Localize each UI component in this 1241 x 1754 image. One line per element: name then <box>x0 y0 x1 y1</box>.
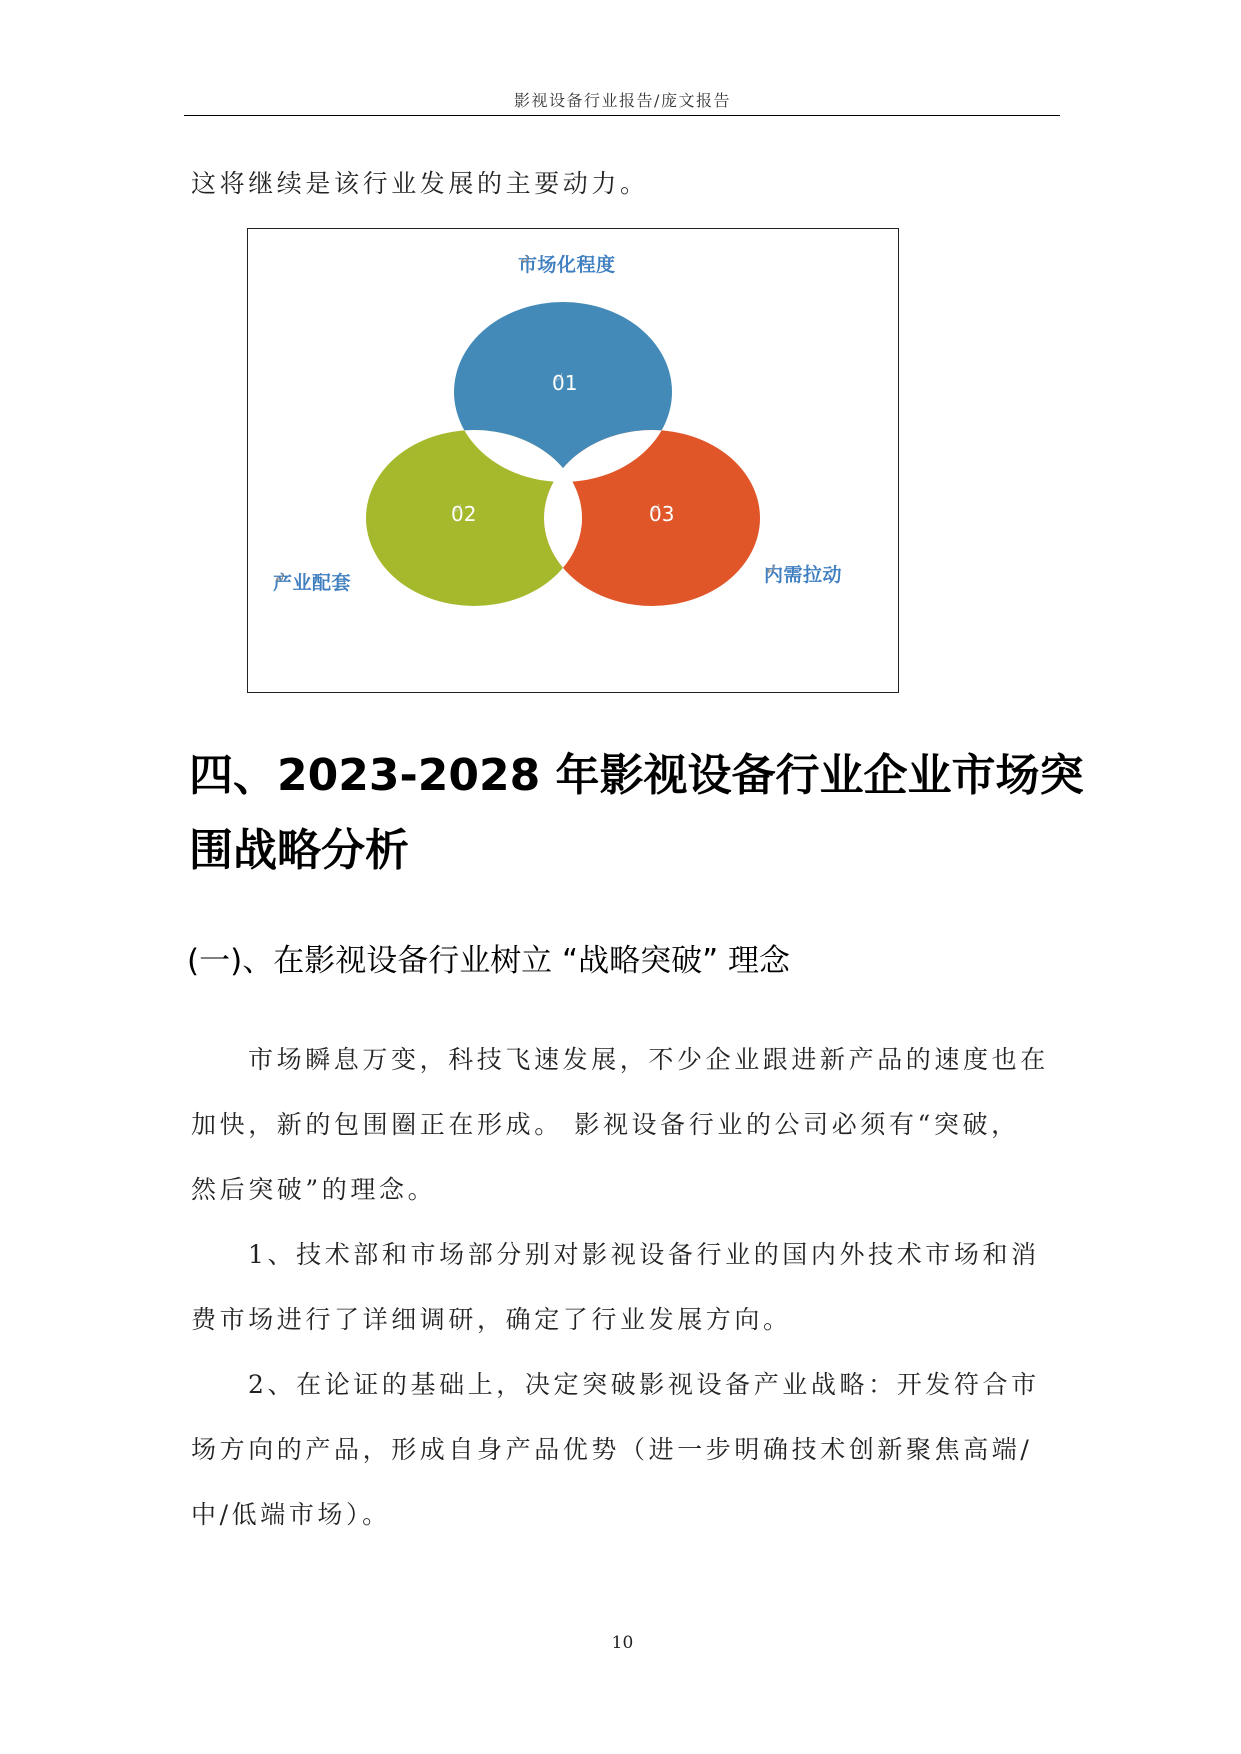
circle-number-text: 03 <box>649 502 675 526</box>
paragraph-line: 然后突破”的理念。 <box>191 1175 437 1204</box>
paragraph-line: 费市场进行了详细调研，确定了行业发展方向。 <box>191 1305 792 1334</box>
diagram-label-right <box>764 564 842 586</box>
running-header: 影视设备行业报告/庞文报告 <box>514 91 731 110</box>
paragraph-line: 加快，新的包围圈正在形成。 影视设备行业的公司必须有“突破， <box>191 1110 1020 1139</box>
section-heading-line: 围战略分析 <box>189 825 409 876</box>
diagram-label-text: 产业配套 <box>273 572 352 594</box>
paragraph-line: 市场瞬息万变，科技飞速发展，不少企业跟进新产品的速度也在 <box>248 1045 1049 1074</box>
circle-number-03 <box>649 503 674 525</box>
diagram-label-top <box>518 254 616 276</box>
paragraph-line: 1、技术部和市场部分别对影视设备行业的国内外技术市场和消 <box>248 1240 1040 1269</box>
body-text <box>191 1027 1091 1547</box>
paragraph-mark-icon <box>651 503 660 514</box>
diagram-label-text: 内需拉动 <box>764 564 843 586</box>
page-number: 10 <box>611 1633 634 1653</box>
subsection-title: (一)、在影视设备行业树立 “战略突破” 理念 <box>187 943 791 979</box>
paragraph-mark-icon <box>275 572 284 583</box>
diagram-label-left <box>273 572 351 594</box>
diagram-label-text: 市场化程度 <box>518 254 616 276</box>
venn-diagram-frame <box>247 228 899 693</box>
section-heading <box>189 738 1084 888</box>
paragraph-mark-icon <box>453 503 462 514</box>
circle-number-text: 01 <box>552 371 578 395</box>
paragraph-line: 中/低端市场）。 <box>191 1500 391 1529</box>
header-rule <box>184 115 1060 116</box>
paragraph-mark-icon <box>554 372 563 383</box>
paragraph-line: 场方向的产品，形成自身产品优势（进一步明确技术创新聚焦高端/ <box>191 1435 1033 1464</box>
intro-text: 这将继续是该行业发展的主要动力。 <box>191 169 649 198</box>
paragraph-mark-icon <box>766 564 775 575</box>
circle-number-02 <box>451 503 476 525</box>
paragraph-line: 2、在论证的基础上，决定突破影视设备产业战略：开发符合市 <box>248 1370 1040 1399</box>
circle-number-01 <box>552 372 577 394</box>
circle-number-text: 02 <box>451 502 477 526</box>
section-heading-line: 四、2023-2028 年影视设备行业企业市场突 <box>189 750 1084 801</box>
paragraph-mark-icon <box>520 254 529 265</box>
venn-diagram <box>248 229 898 692</box>
